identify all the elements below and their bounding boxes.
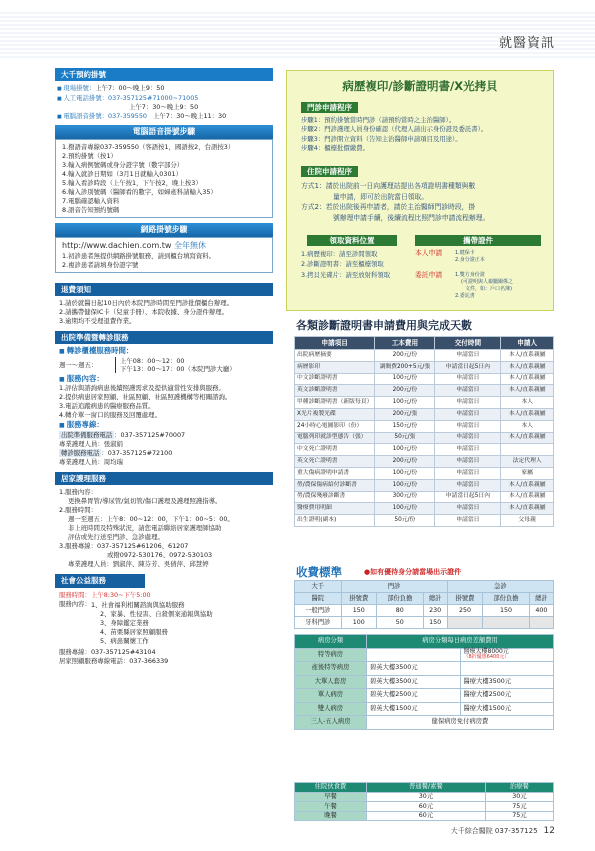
t1-header: 掛號費 [447,593,482,605]
fees-cell: 200元/份 [375,456,435,468]
fees-cell: X光片複製光碟 [295,408,375,420]
refund-item: 3.逾期均不受理退費作業。 [59,316,136,325]
fees-cell: 申請當日 [435,467,501,479]
appointment-title: 大千預約掛號 [55,68,273,81]
meal-label: 早餐 [295,792,367,802]
fees-cell: 父母親 [501,515,554,527]
meal-label: 晚餐 [295,811,367,821]
fees-cell: 50元/份 [375,515,435,527]
pickup-item: 2.診斷證明書：請至櫃檯領取 [301,260,384,269]
inpatient-step: 方式2：若於出院後再申請者，請於主治醫師門診時段，掛 [301,203,476,212]
meal-label: 午餐 [295,802,367,812]
fees-cell: 申請當日 [435,373,501,385]
t1-cell: 100 [341,617,376,629]
referral-staff: 專業護理人員：周均瑞 [59,457,123,466]
t1-cell: 230 [423,605,447,617]
table-row [295,491,554,503]
web-step: 1.初診患者無提供網路掛號服務，請到櫃台填寫資料。 [62,251,216,260]
meal-cell: 60元 [367,802,486,812]
t1-header: 掛號費 [341,593,376,605]
fees-table [294,336,554,527]
fees-cell: 申請當日 [435,397,501,409]
table-row [295,432,554,444]
fees-header: 申請項目 [295,337,375,350]
fees-cell: 100元/份 [375,397,435,409]
homecare-title: 居家護理服務 [55,472,273,485]
standards-note: ●如有優待身分請當場出示證件 [364,568,462,576]
meal-cell: 30元 [367,792,486,802]
t1-cell: 150 [483,605,530,617]
fees-cell: 病歷影印 [295,361,375,373]
page-footer [451,826,555,837]
hospital-url[interactable]: http://www.dachien.com.tw [62,240,172,250]
ward-label: 三人-五人病房 [295,716,367,730]
meal-cell: 60元 [367,811,486,821]
fees-cell: 重大傷病證明申請書 [295,467,375,479]
fees-cell: 150元/份 [375,420,435,432]
voice-steps-title: 電腦語音掛號步驟 [55,125,273,139]
fees-header: 交付時間 [435,337,501,350]
t1-cell: 250 [447,605,482,617]
table-row [295,456,554,468]
social-item: 1、社會福利相關諮詢與協助服務 [90,600,185,609]
t1-group: 急診 [447,581,553,593]
fees-cell: 200元/張 [375,408,435,420]
ward-discount: （8折優惠6400元） [463,654,510,661]
t1-header: 總計 [529,593,553,605]
fees-cell: 勞/農保傷病給付診斷書 [295,479,375,491]
voice-step: 1.撥語音專線037-359550（客語按1，國語按2，台語按3） [62,142,235,151]
table-row [295,408,554,420]
table-row [295,350,554,362]
t1-cell: 150 [423,617,447,629]
phone-value: ：037-357125#71000~71005 [101,93,199,102]
fees-cell: 50元/張 [375,432,435,444]
registration-fee-table [294,580,554,629]
transfer-item: 1.評估與諮詢病患後續照護需求及提供適當性安排與服務。 [59,384,225,393]
ward-label: 大單人套房 [295,675,367,689]
fees-cell: 100元/份 [375,373,435,385]
social-item: 5、病患關懷工作 [99,636,149,645]
homecare-item: 或撥0972-530176、0972-530103 [107,551,213,560]
fees-cell: 英文診斷證明書 [295,385,375,397]
ward-fee-table [294,634,554,730]
homecare-item: 2.服務時間： [59,506,98,515]
table-row [295,361,554,373]
inpatient-step: 號辦理申請手續，後續流程比照門診申請流程辦理。 [333,213,490,222]
table-row [295,444,554,456]
phone-time: 上午7：30～晚上9：50 [129,102,199,111]
homecare-box [55,485,273,571]
inpatient-steps [301,181,489,223]
web-steps-box [55,237,273,273]
social-item: 2、家暴、性侵害、自殺個案通報與協助 [99,609,213,618]
table-row [295,479,554,491]
meal-cell: 75元 [485,811,553,821]
homecare-item: 週一至週五：上午8：00~12：00，下午1：00~5：00。 [68,515,234,524]
transfer-title: 出院準備暨轉診服務 [55,331,273,344]
url-note: 全年無休 [174,240,207,250]
referral-phone-label: 轉診服務電話 [61,448,100,457]
proxy-doc: (可證明與人親屬關係之 [461,279,513,285]
voice-steps-list [55,139,273,218]
voice-step: 5.輸入看診時段（上午按1，下午按2，晚上按3） [62,178,202,187]
fees-cell: 中文死亡證明書 [295,444,375,456]
t1-cell: 50 [376,617,423,629]
meal-fee-table [294,782,554,821]
t1-header: 部份負擔 [483,593,530,605]
fees-cell: 申請當日 [435,432,501,444]
social-item: 4、苗栗縣居家照顧服務 [99,627,168,636]
self-doc: 1.健保卡 [455,250,475,256]
voice-step: 3.輸入病例號碼或身分證字號（數字部分） [62,160,184,169]
fees-header: 工本費用 [375,337,435,350]
walkin-label: 現場掛號 [63,84,89,93]
table-row [295,420,554,432]
fees-cell: 勞/農保殘廢診斷書 [295,491,375,503]
social-title: 社會公益服務 [55,574,145,587]
outpatient-step: 步驟3：門診開立資料（告知主治醫師申請項目及用途）。 [301,134,462,143]
meal-cell: 75元 [485,802,553,812]
self-doc: 2.身分證正本 [455,257,485,263]
appointment-box: ■ 現場掛號：上午7：00～晚上9：50 ■ 人工電話掛號：037-357125#71000~71005 上午7：30～晚上9：50 ■ 電腦語音掛號：037-359550 上午7：30～晚上11：30 [55,81,273,123]
fees-cell: 200元/份 [375,385,435,397]
fees-cell: 電腦列印就診型態告（張） [295,432,375,444]
page-number: 12 [543,826,555,836]
fees-cell: 出生證明(副本) [295,515,375,527]
fees-header: 申請人 [501,337,554,350]
transfer-item: 2.提供病患居家照顧、社區照顧、社區照護機構等相關諮詢。 [59,393,232,402]
inpatient-title: 住院申請程序 [301,166,358,177]
self-label: 本人申請 [415,249,443,257]
voice-value: ：037-359550 [101,111,147,120]
fees-cell: 申請當日 [435,408,501,420]
homecare-item: 更換鼻胃管/導尿管/氣切管/傷口護理及護理照護指導。 [68,497,222,506]
fees-cell: 本人 [501,420,554,432]
footer-hospital: 大千綜合醫院 037-357125 [450,827,538,835]
t1-cell [447,617,482,629]
social-content-label: 服務內容： [59,599,91,608]
homecare-item: 專業護理人員：劉淑萍、陳芬芳、吳倩萍、邱慧婷 [68,560,209,569]
records-title: 病歷複印/診斷證明書/X光拷貝 [342,79,498,93]
ward-value: 碧英大樓2500元 [367,689,461,703]
ward-label: 單人病房 [295,689,367,703]
fees-cell: 本人/直系親屬 [501,491,554,503]
voice-step: 8.語音告知預約號碼 [62,205,120,214]
outpatient-step: 步驟2：門診護理人員身份確認（代理人請出示身份證及委託書）。 [301,125,488,134]
fees-cell: 本人 [501,397,554,409]
table-row [295,515,554,527]
social-time: 服務時間：上午8:30~下午5:00 [59,590,151,599]
t1-cell: 150 [341,605,376,617]
ward-value: 醫療大樓1500元 [460,702,554,716]
transfer-pm: 下午13：00～17：00（本院門診大廳） [120,364,236,373]
proxy-label: 委託申請 [415,271,443,279]
t1-group: 大千 [295,581,342,593]
fees-cell: 出院病歷摘要 [295,350,375,362]
ward-value: 醫療大樓3500元 [460,675,554,689]
t1-header: 醫院 [295,593,342,605]
refund-item: 1.請於就醫日起10日內於本院門診時間至門診批價櫃台辦理。 [59,298,233,307]
ward-value: 碧英大樓3500元 [367,662,461,676]
t1-header: 總計 [423,593,447,605]
inpatient-step: 量申請，即可於出院當日領取。 [333,192,429,201]
fees-cell: 本人/直系親屬 [501,385,554,397]
transfer-hours-title: 轉診櫃檯服務時間： [66,346,134,356]
outpatient-step: 步驟1：預約掛號當時門診（請預約當時之主治醫師）。 [301,116,456,124]
fees-cell: 本人/直系親屬 [501,479,554,491]
ward-value: 健保病房免付病房費 [367,716,554,730]
fees-cell: 申請當日 [435,420,501,432]
fees-cell: 本人/直系親屬 [501,350,554,362]
walkin-time: ：上午7：00～晚上9：50 [88,84,165,93]
docs-title: 攜帶證件 [415,235,541,246]
t2-header: 病房分類 [295,635,367,649]
t1-group: 門診 [341,581,447,593]
table-row [295,503,554,515]
transfer-content-title: 服務內容： [66,373,104,383]
fees-cell: 24小時心電圖影印（份） [295,420,375,432]
fees-cell: 本人/直系親屬 [501,503,554,515]
t3-header: 普通餐/素餐 [367,783,486,793]
t3-header: 治療餐 [485,783,553,793]
t2-header: 病房分類每日病房差額費用 [367,635,554,649]
outpatient-steps [301,116,487,153]
pickup-list [301,249,390,280]
t1-cell: 80 [376,605,423,617]
fees-cell: 本人/直系親屬 [501,373,554,385]
transfer-item: 4.轉介單一窗口的服務及回覆處理。 [59,411,161,420]
homecare-item: 3.服務專線：037-357125#61206、61207 [59,542,189,551]
table-row [295,373,554,385]
table-row [295,397,554,409]
table-row [295,385,554,397]
ward-value: 醫療大樓8000元 [463,647,509,655]
voice-label: 電腦語音掛號 [63,111,102,120]
proxy-doc: 2.委託書 [455,293,475,299]
fees-cell: 本人/直系親屬 [501,361,554,373]
fees-cell: 申請當日起5日內 [435,491,501,503]
transfer-phone-title: 服務專線： [66,420,104,430]
records-panel [286,70,554,311]
social-item: 3、身障鑑定業務 [99,618,149,627]
homecare-item: 評估或先行送至門診、急診處理。 [68,533,164,542]
phone-label: 人工電話掛號 [63,93,102,102]
voice-time: 上午7：30～晚上11：30 [152,111,227,120]
fees-cell: 本人/直系親屬 [501,408,554,420]
social-homecare-phone: 居家照顧服務專線電話：037-366339 [59,656,169,665]
fees-cell: 申請當日 [435,503,501,515]
fees-cell: 100元/份 [375,467,435,479]
ward-value: 碧英大樓3500元 [367,675,461,689]
fees-cell: 法定代理人 [501,456,554,468]
standards-title: 收費標準 [296,565,342,579]
fees-cell: 100元/份 [375,503,435,515]
fees-cell: 100元/份 [375,444,435,456]
t1-cell [529,617,553,629]
t1-cell: 400 [529,605,553,617]
fees-cell: 200元/份 [375,350,435,362]
fees-cell: 中文診斷證明書 [295,373,375,385]
outpatient-step: 步驟4：櫃檯批價繳費。 [301,143,369,152]
meal-cell: 30元 [485,792,553,802]
refund-item: 2.請攜帶健保IC卡（兒童手冊）、本院收據、身分證件辦理。 [59,307,229,316]
web-step: 2.複診患者請填身份證字號 [62,260,139,269]
ward-label: 特等病房 [295,648,367,662]
homecare-item: 1.服務內容： [59,488,98,497]
ward-label: 產後特等病房 [295,662,367,676]
proxy-docs [455,272,513,300]
left-column [55,68,273,668]
voice-step: 7.電腦確認輸入資料 [62,196,120,205]
fees-cell: 英文死亡證明書 [295,456,375,468]
ward-value: 碧英大樓1500元 [367,702,461,716]
voice-step: 2.預約掛號（按1） [62,151,117,160]
discharge-staff: 專業護理人員：張淑娟 [59,439,123,448]
fees-cell: 300元/份 [375,491,435,503]
t1-cell: 一般門診 [295,605,342,617]
t1-cell [483,617,530,629]
fees-cell: 醫療費用明細 [295,503,375,515]
discharge-phone-label: 出院準備服務電話 [61,430,113,439]
refund-list [55,296,273,328]
fees-cell [501,444,554,456]
transfer-am: 上午08：00～12：00 [120,356,185,365]
fees-cell: 申請當日 [435,456,501,468]
fees-cell: 申請當日 [435,479,501,491]
voice-step: 6.輸入診別號碼（醫師看的數字，如婦產科請輸入35） [62,187,217,196]
table-row [295,467,554,479]
self-docs [455,250,485,264]
inpatient-step: 方式1：請於出院前一日向護理站提出各項證明書種類與數 [301,182,476,190]
transfer-weekdays: 週一～週五： [59,360,98,369]
ward-label: 雙人病房 [295,702,367,716]
fees-cell: 本人/直系親屬 [501,432,554,444]
page-title: 就醫資訊 [498,36,555,51]
ward-value: 醫療大樓2500元 [460,689,554,703]
fees-cell: 申請當日 [435,350,501,362]
homecare-item: 非上班時間及特殊狀況，請您電話聯絡居家護理師協助 [68,524,222,533]
social-box [55,588,273,668]
discharge-phone-value: ：037-357125#70007 [114,430,186,439]
social-phone: 服務專線：037-357125#43104 [59,647,156,656]
voice-step: 4.輸入就診日期如（3月1日就輸入0301） [62,169,182,178]
fees-cell: 申請當日起5日內 [435,361,501,373]
transfer-item: 3.電話追蹤病患的醫療服務品質。 [59,402,155,411]
transfer-box: ■ 轉診櫃檯服務時間： 週一～週五： 上午08：00～12：00 下午13：00～17：00（本院門診大廳） ■ 服務內容： 1.評估與諮詢病患後續照護需求及提供適當性安排與服務。 2.提供病患居家照顧、社區照顧、社區照護機構等相關諮詢。 3.電話追蹤病患的醫療服務品質。 4.轉介單一窗口的服務及回覆處理。 ■ 服務專線： 出院準備服務電話 ：037-357125#70007 專業護理人員：張淑娟 轉診服務電話 ：037-357125#72100 專業護理人員：周均瑞 [55,344,273,469]
pickup-item: 3.拷貝光碟片：請至放射科領取 [301,270,391,279]
ward-value [460,662,554,676]
fees-cell: 甲種診斷證明書（新版每頁） [295,397,375,409]
refund-title: 退費須知 [55,283,273,296]
fees-cell: 申請當日 [435,515,501,527]
web-steps-title: 網路掛號步驟 [55,223,273,237]
t3-header: 住院伙食費 [295,783,367,793]
pickup-item: 1.病歷複印：請至診間領取 [301,250,378,258]
outpatient-title: 門診申請程序 [301,102,358,113]
fees-title: 各類診斷證明書申請費用與完成天數 [296,319,472,332]
fees-cell: 100元/份 [375,479,435,491]
referral-phone-value: ：037-357125#72100 [101,448,173,457]
t1-cell: 牙科門診 [295,617,342,629]
fees-cell: 家屬 [501,467,554,479]
pickup-title: 領取資料位置 [307,235,397,246]
fees-cell: 申請當日 [435,444,501,456]
fees-cell: 調閱費200+5元/張 [375,361,435,373]
proxy-doc: 1.雙方身份證 [455,272,485,278]
fees-cell: 申請當日 [435,385,501,397]
proxy-doc: 文件，如：戶口名簿) [465,286,512,292]
t1-header: 部份負擔 [376,593,423,605]
